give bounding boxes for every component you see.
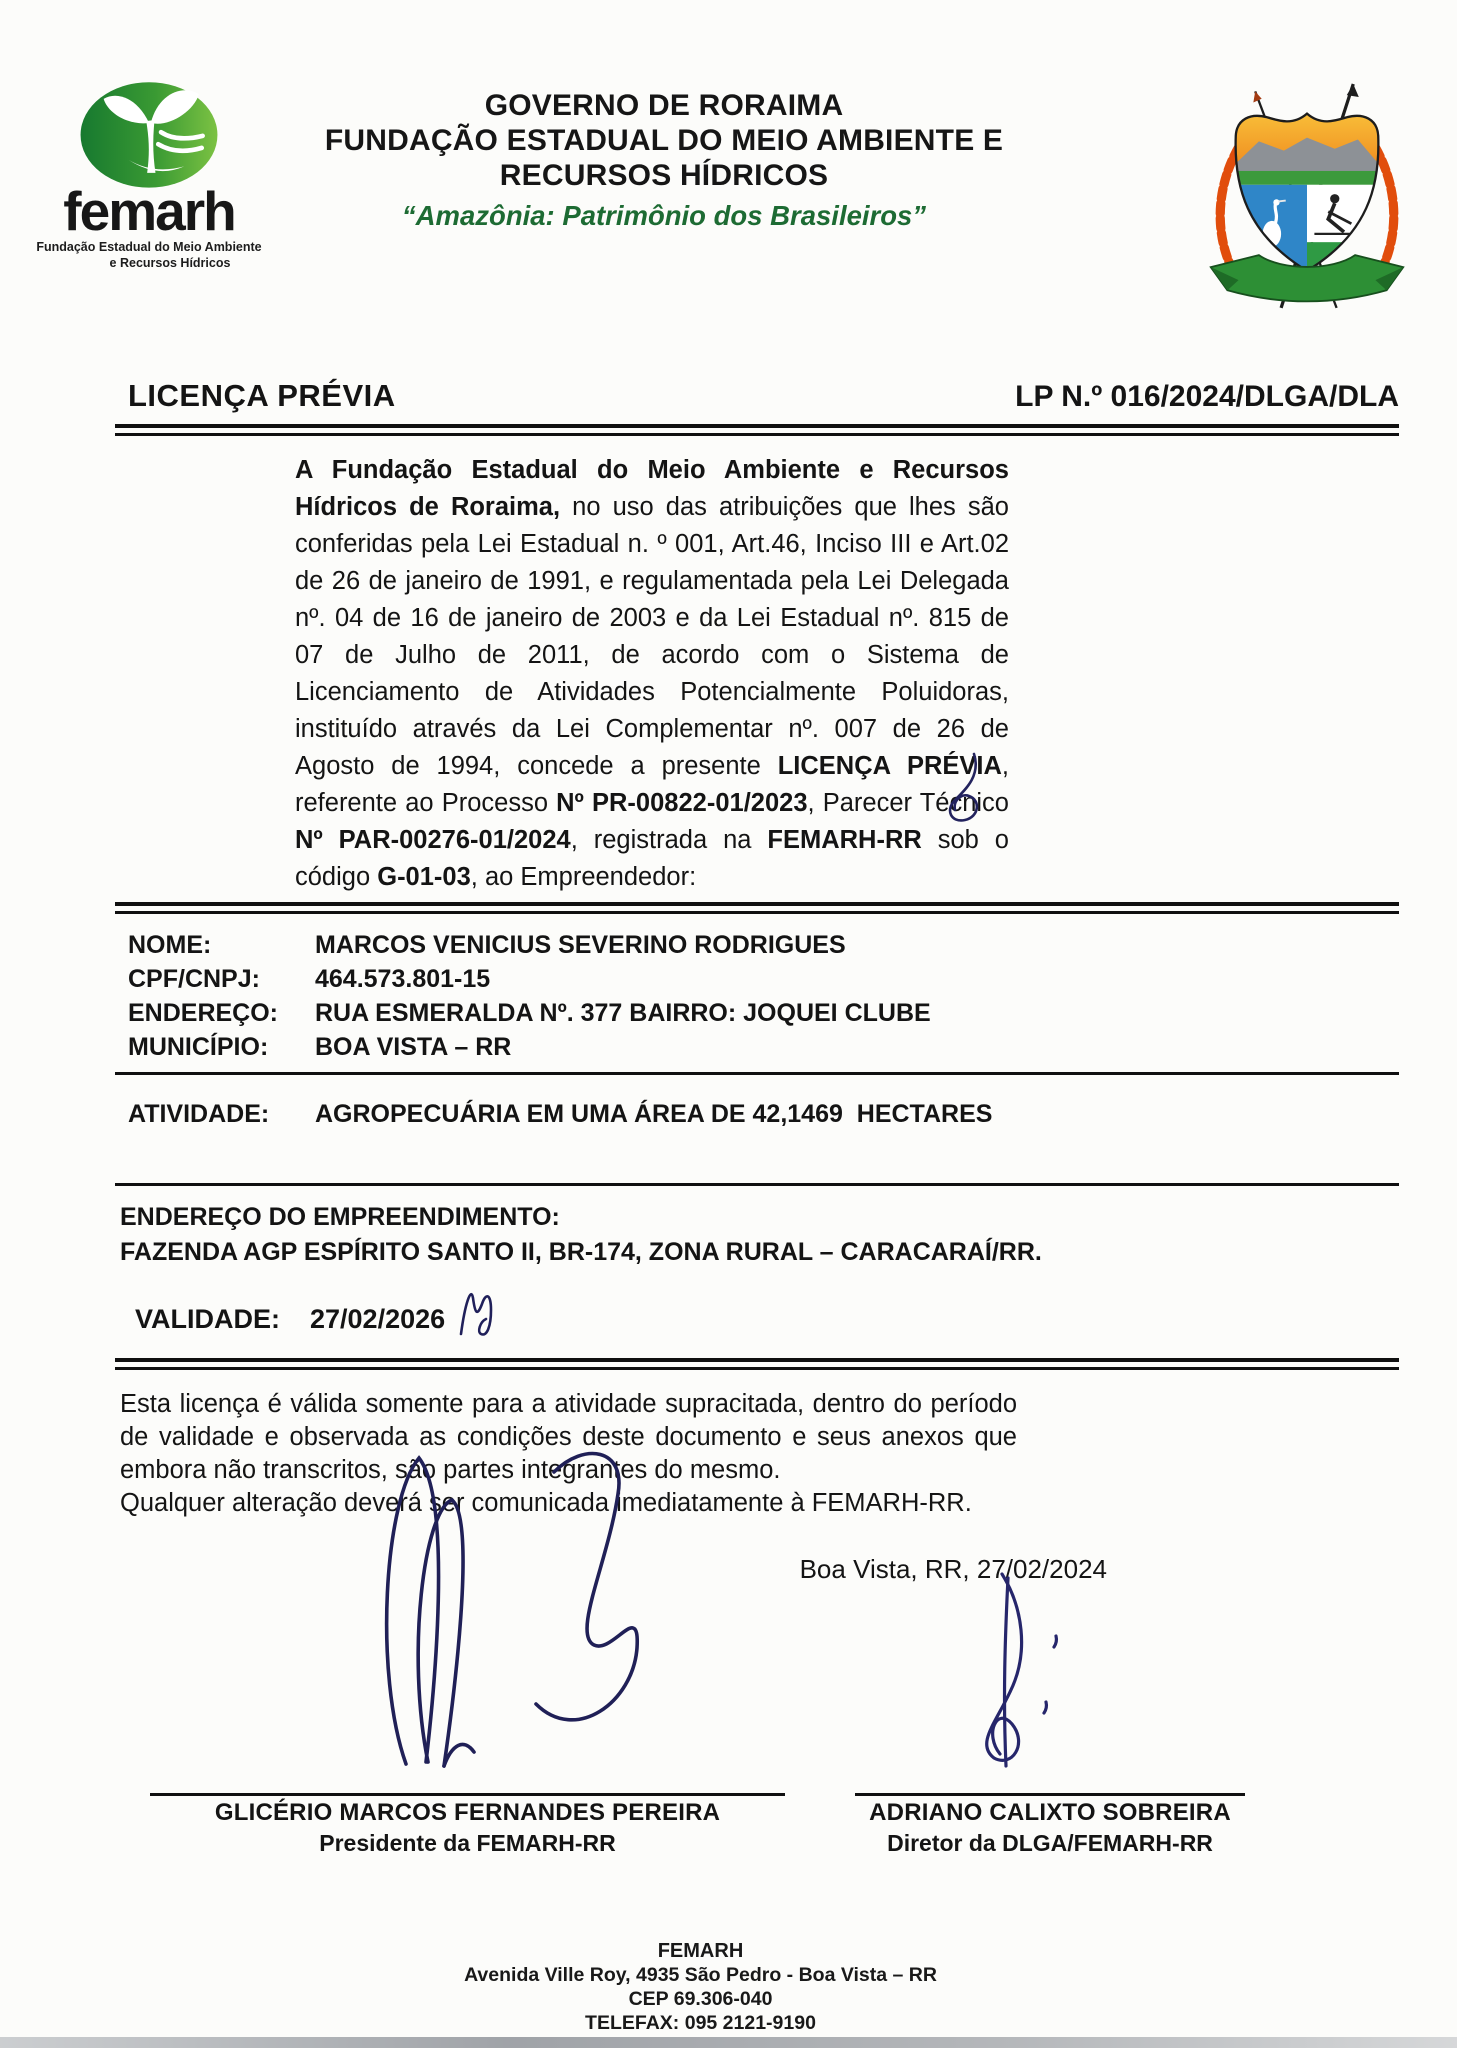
double-rule (115, 424, 1399, 436)
scan-edge-artifact (0, 2037, 1457, 2048)
logo-wordmark: femarh (63, 180, 235, 242)
footer-org: FEMARH (657, 1940, 744, 1962)
venture-address-value: FAZENDA AGP ESPÍRITO SANTO II, BR-174, ZONA RURAL – CARACARAÍ/RR. (120, 1238, 1042, 1266)
validity-row (135, 1296, 1457, 1342)
license-number: LP N.º 016/2024/DLGA/DLA (1015, 380, 1399, 413)
venture-address-block (120, 1200, 1457, 1270)
signature-area (0, 1793, 1457, 1857)
signature-line (150, 1793, 785, 1796)
double-rule (115, 1358, 1399, 1370)
signature-block-director (855, 1793, 1245, 1857)
legal-text: sob o código (295, 826, 1009, 891)
license-grant-paragraph (295, 452, 1009, 896)
field-label: MUNICÍPIO: (128, 1033, 269, 1061)
venture-address-label: ENDEREÇO DO EMPREENDIMENTO: (120, 1203, 560, 1231)
field-label: ATIVIDADE: (128, 1100, 270, 1128)
legal-text: , registrada na (570, 826, 768, 854)
registry-code: G-01-03 (377, 863, 471, 891)
technical-opinion-number: Nº PAR-00276-01/2024 (295, 826, 571, 854)
table-row (128, 996, 1457, 1030)
gov-line-3: RECURSOS HÍDRICOS (499, 159, 829, 193)
signature-line (855, 1793, 1245, 1796)
single-rule (115, 1183, 1399, 1186)
field-label: VALIDADE: (135, 1303, 280, 1334)
title-bar (128, 378, 1399, 414)
field-value: 464.573.801-15 (315, 965, 491, 993)
document-footer (0, 1939, 1429, 2035)
field-label: ENDEREÇO: (128, 999, 279, 1027)
activity-row (128, 1097, 1457, 1131)
place-and-date: Boa Vista, RR, 27/02/2024 (799, 1554, 1107, 1584)
entrepreneur-data-block (128, 928, 1457, 1064)
field-label: NOME: (128, 931, 212, 959)
signer-role: Diretor da DLGA/FEMARH-RR (887, 1830, 1213, 1856)
signature-director-ink-icon (950, 1566, 1082, 1772)
legal-text: no uso das atribuições que lhes são conferidas pela Lei Estadual n. º 001, Art.46, Inciso III e Art.02 de 26 de janeiro de 1991, e regulamentada pela Lei Delegada nº. 04 de 16 de janeiro de 2003 e da Lei Estadual nº. 815 de 07 de Julho de 2011, de acordo com o Sistema de Licenciamento de Atividades Potencialmente Poluidoras, instituído através da Lei Complementar nº. 007 de 26 de Agosto de 1994, concede a presente (295, 493, 1009, 780)
field-value: RUA ESMERALDA Nº. 377 BAIRRO: JOQUEI CLUBE (315, 999, 931, 1027)
table-row (128, 1030, 1457, 1064)
handwritten-initials-icon (455, 1282, 501, 1342)
femarh-logo-icon (75, 76, 223, 192)
signature-block-president (150, 1793, 785, 1857)
field-value: BOA VISTA – RR (315, 1033, 512, 1061)
single-rule (115, 1072, 1399, 1075)
footer-telefax: TELEFAX: 095 2121-9190 (585, 2012, 816, 2034)
field-value: AGROPECUÁRIA EM UMA ÁREA DE 42,1469 HECTARES (315, 1100, 993, 1128)
footer-address: Avenida Ville Roy, 4935 São Pedro - Boa Vista – RR (464, 1964, 937, 1986)
gov-line-2: FUNDAÇÃO ESTADUAL DO MEIO AMBIENTE E (324, 124, 1004, 158)
signer-name: ADRIANO CALIXTO SOBREIRA (869, 1799, 1231, 1826)
roraima-coat-of-arms-icon (1196, 74, 1418, 316)
signer-name: GLICÉRIO MARCOS FERNANDES PEREIRA (214, 1799, 721, 1826)
validity-date: 27/02/2026 (310, 1303, 446, 1334)
field-label: CPF/CNPJ: (128, 965, 260, 993)
document-title: LICENÇA PRÉVIA (128, 378, 396, 413)
double-rule (115, 902, 1399, 914)
field-value: MARCOS VENICIUS SEVERINO RODRIGUES (315, 931, 846, 959)
legal-text: , ao Empreendedor: (470, 863, 697, 891)
signer-role: Presidente da FEMARH-RR (319, 1830, 616, 1856)
femarh-logo-block (24, 70, 274, 316)
license-type-bold: LICENÇA PRÉVIA (777, 752, 1002, 780)
footer-cep: CEP 69.306-040 (628, 1988, 773, 2010)
table-row (128, 962, 1457, 996)
government-heading (274, 70, 1054, 316)
motto: “Amazônia: Patrimônio dos Brasileiros” (401, 200, 927, 232)
process-number: Nº PR-00822-01/2023 (556, 789, 808, 817)
gov-line-1: GOVERNO DE RORAIMA (484, 89, 844, 122)
closing-paragraph-1: Esta licença é válida somente para a atividade supracitada, dentro do período de validade e observada as condições deste documento e seus anexos que embora não transcritos, são partes integrantes do mesmo. (120, 1390, 1017, 1484)
issuer-name-bold: A Fundação Estadual do Meio Ambiente e Recursos Hídricos de Roraima, (295, 456, 1009, 521)
table-row (128, 928, 1457, 962)
closing-terms (120, 1388, 1017, 1520)
closing-paragraph-2: Qualquer alteração deverá ser comunicada imediatamente à FEMARH-RR. (120, 1489, 972, 1517)
coat-of-arms-block (1182, 70, 1417, 316)
document-header (0, 0, 1457, 316)
agency-acronym-bold: FEMARH-RR (767, 826, 922, 854)
legal-text: , Parecer Técnico (807, 789, 1009, 817)
logo-subtitle-line2: e Recursos Hídricos (109, 256, 231, 271)
logo-subtitle-line1: Fundação Estadual do Meio Ambiente (36, 240, 262, 254)
legal-text: , referente ao Processo (295, 752, 1009, 817)
